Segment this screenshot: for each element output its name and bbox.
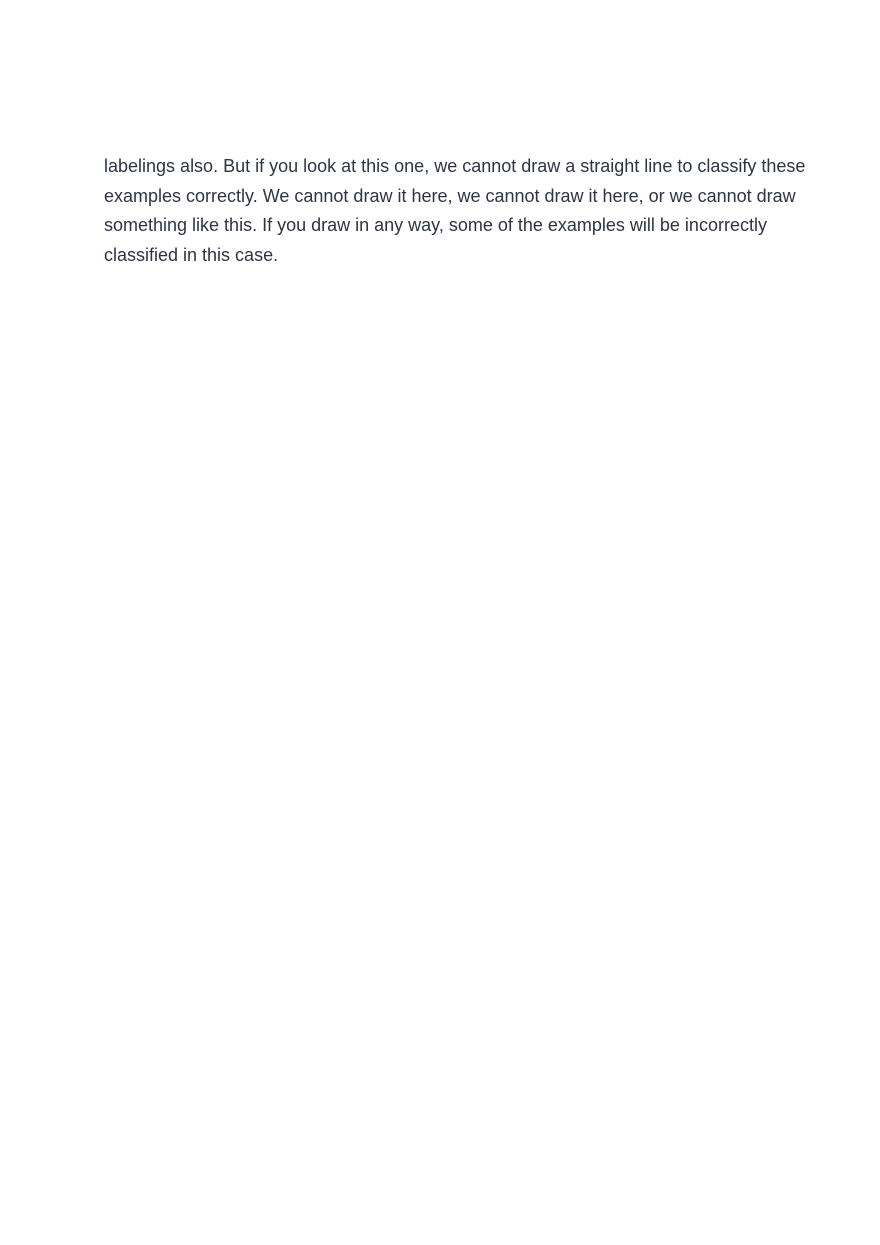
paragraph-line: something like this. If you draw in any way, some of the examples will be incorrectly xyxy=(104,215,767,236)
paragraph-line: examples correctly. We cannot draw it here, we cannot draw it here, or we cannot draw xyxy=(104,185,796,206)
body-paragraph xyxy=(104,152,806,270)
paragraph-line: labelings also. But if you look at this one, we cannot draw a straight line to classify these xyxy=(104,156,806,176)
paragraph-line: classified in this case. xyxy=(104,244,279,265)
